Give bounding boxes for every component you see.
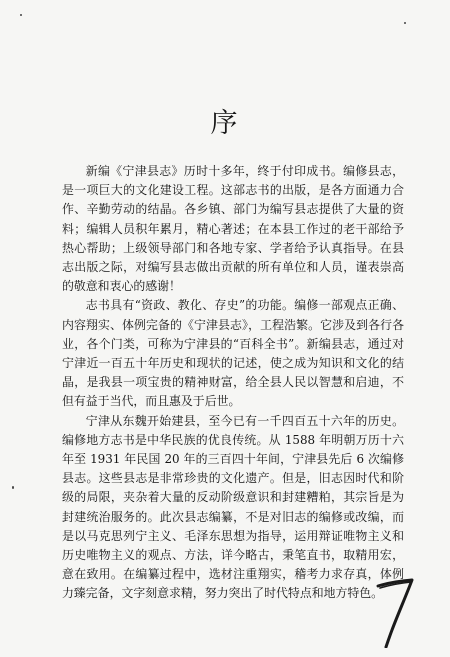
handwritten-page-number — [368, 578, 418, 648]
paragraph-2: 志书具有“资政、教化、存史”的功能。编修一部观点正确、内容翔实、体例完备的《宁津县志》，工程浩繁。它涉及到各行各业，各个门类，可称为宁津县的“百科全书”。新编县志，通过对宁津近一百五十年历史和现状的记述，使之成为知识和文化的结晶，是我县一项宝贵的精神财富，给全县人民以智慧和启迪，不但有益于当代，而且惠及于后世。 — [62, 298, 404, 409]
scan-speck — [20, 14, 22, 16]
paragraph-1: 新编《宁津县志》历时十多年，终于付印成书。编修县志，是一项巨大的文化建设工程。这部志书的出版，是各方面通力合作、辛勤劳动的结晶。各乡镇、部门为编写县志提供了大量的资料；编辑人员积年累月，精心著述；在本县工作过的老干部给予热心帮助；上级领导部门和各地专家、学者给予认真指导。在县志出版之际，对编写县志做出贡献的所有单位和人员，谨表崇高的敬意和衷心的感谢！ — [62, 164, 404, 294]
page-title: 序 — [210, 108, 240, 139]
scan-speck — [12, 486, 14, 489]
scan-speck — [404, 22, 406, 24]
preface-body — [62, 162, 404, 604]
paragraph-3: 宁津从东魏开始建县，至今已有一千四百五十六年的历史。编修地方志书是中华民族的优良传统。从 1588 年明朝万历十六年至 1931 年民国 20 年的三百四十年间，宁津县先后 6 次编修县志。这些县志是非常珍贵的文化遗产。但是，旧志因时代和阶级的局限，夹杂着大量的反动阶级意识和封建糟粕，其宗旨是为封建统治服务的。此次县志编纂，不是对旧志的编修或改编，而是以马克思列宁主义、毛泽东思想为指导，运用辩证唯物主义和历史唯物主义的观点、方法，详今略古，秉笔直书，取精用宏，意在致用。在编纂过程中，选材注重翔实，稽考力求存真，体例力臻完备，文字刻意求精，努力突出了时代特点和地方特色。 — [62, 413, 404, 601]
